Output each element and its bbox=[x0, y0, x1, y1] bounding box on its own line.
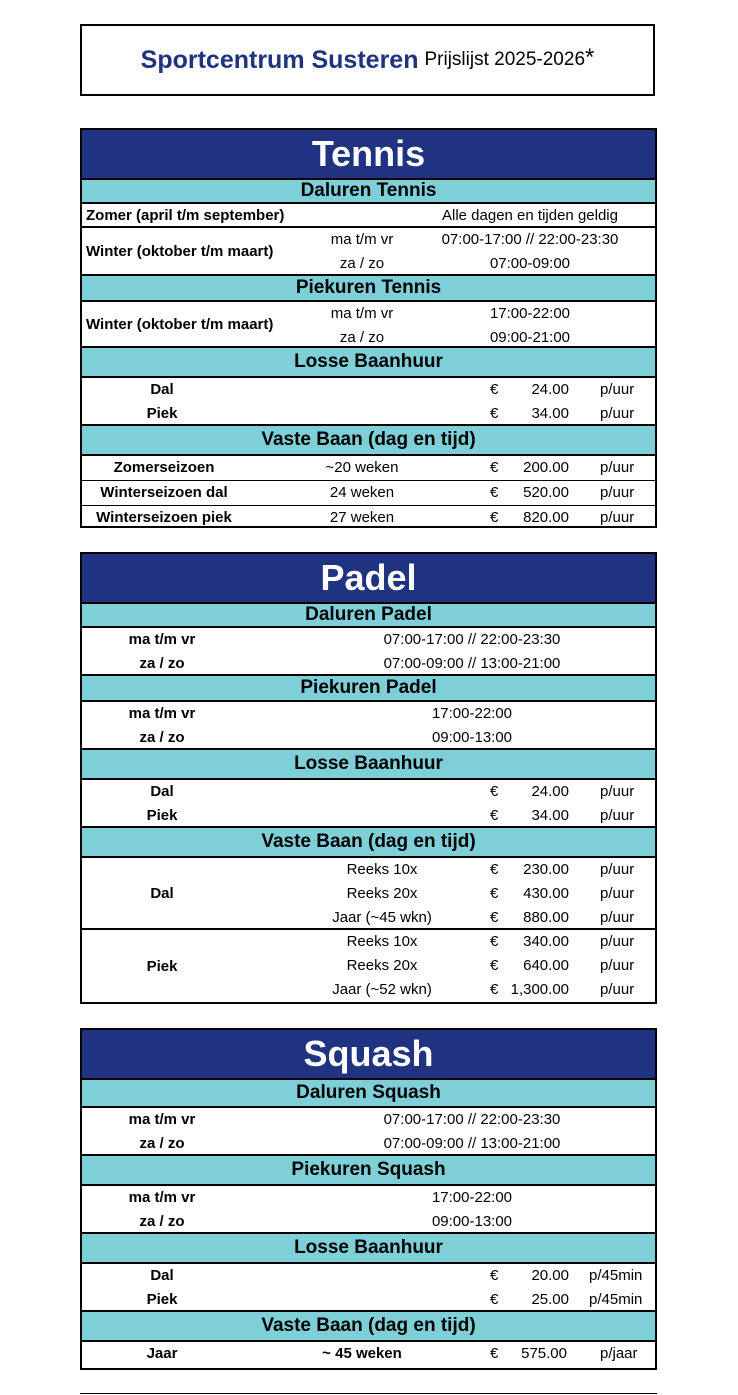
period-cell: Reeks 20x bbox=[346, 957, 418, 974]
period-cell: 27 weken bbox=[329, 509, 395, 526]
days-cell: za / zo bbox=[139, 1213, 185, 1230]
price: 640.00 bbox=[523, 957, 569, 974]
period-cell: 24 weken bbox=[329, 484, 395, 501]
subheader: Vaste Baan (dag en tijd) bbox=[82, 426, 655, 456]
price-unit: p/45min bbox=[589, 1291, 643, 1308]
currency: € bbox=[490, 861, 499, 878]
days-cell: za / zo bbox=[139, 729, 185, 746]
time-cell: 07:00-09:00 // 13:00-21:00 bbox=[383, 655, 561, 672]
piekuren-group bbox=[82, 1186, 655, 1234]
subheader: Vaste Baan (dag en tijd) bbox=[82, 1312, 655, 1342]
currency: € bbox=[490, 933, 499, 950]
padel-section bbox=[80, 552, 657, 1004]
currency: € bbox=[490, 807, 499, 824]
row-label: Jaar bbox=[146, 1345, 178, 1362]
time-cell: 07:00-17:00 // 22:00-23:30 bbox=[383, 1111, 561, 1128]
piekuren-group bbox=[82, 702, 655, 750]
subheader: Losse Baanhuur bbox=[82, 1234, 655, 1264]
days-cell: ma t/m vr bbox=[128, 1189, 196, 1206]
footnote-star: * bbox=[585, 44, 595, 71]
title-box bbox=[80, 24, 655, 96]
time-cell: 07:00-17:00 // 22:00-23:30 bbox=[441, 231, 619, 248]
subheader: Losse Baanhuur bbox=[82, 750, 655, 780]
subheader: Vaste Baan (dag en tijd) bbox=[82, 828, 655, 858]
days-cell: za / zo bbox=[339, 329, 385, 346]
group-label: Winter (oktober t/m maart) bbox=[86, 242, 274, 260]
subheader: Daluren Squash bbox=[82, 1078, 655, 1108]
price: 24.00 bbox=[531, 381, 569, 398]
subheader: Daluren Tennis bbox=[82, 178, 655, 204]
period-cell: Reeks 20x bbox=[346, 885, 418, 902]
currency: € bbox=[490, 909, 499, 926]
vaste-dal-group bbox=[82, 858, 655, 930]
price: 24.00 bbox=[531, 783, 569, 800]
price: 340.00 bbox=[523, 933, 569, 950]
price: 820.00 bbox=[523, 509, 569, 526]
group-label: Winter (oktober t/m maart) bbox=[86, 315, 274, 333]
price: 34.00 bbox=[531, 807, 569, 824]
row-label: Piek bbox=[146, 405, 178, 422]
page-title: Sportcentrum Susteren bbox=[140, 45, 419, 74]
days-cell: ma t/m vr bbox=[330, 305, 394, 322]
losse-group bbox=[82, 780, 655, 828]
time-cell: 09:00-13:00 bbox=[431, 729, 513, 746]
price: 880.00 bbox=[523, 909, 569, 926]
time-cell: 17:00-22:00 bbox=[489, 305, 571, 322]
price-unit: p/uur bbox=[600, 957, 635, 974]
subtitle-text: Prijslijst 2025-2026 bbox=[424, 49, 586, 70]
currency: € bbox=[490, 1345, 499, 1362]
row-label: Winterseizoen piek bbox=[96, 509, 232, 526]
period-cell: Jaar (~52 wkn) bbox=[332, 981, 432, 998]
winter-dal-group bbox=[82, 228, 655, 276]
price: 430.00 bbox=[523, 885, 569, 902]
price: 230.00 bbox=[523, 861, 569, 878]
row-label: Dal bbox=[150, 1267, 174, 1284]
period-cell: ~20 weken bbox=[325, 459, 399, 476]
currency: € bbox=[490, 1267, 499, 1284]
price-unit: p/uur bbox=[600, 509, 635, 526]
losse-group bbox=[82, 1264, 655, 1312]
row-label: Dal bbox=[150, 783, 174, 800]
price-unit: p/uur bbox=[600, 861, 635, 878]
price-unit: p/uur bbox=[600, 484, 635, 501]
zomer-row bbox=[82, 204, 655, 228]
currency: € bbox=[490, 405, 499, 422]
tennis-section bbox=[80, 128, 657, 528]
price: 520.00 bbox=[523, 484, 569, 501]
section-title: Squash bbox=[82, 1030, 655, 1078]
period-cell: Jaar (~45 wkn) bbox=[332, 909, 432, 926]
price: 34.00 bbox=[531, 405, 569, 422]
currency: € bbox=[490, 459, 499, 476]
vaste-group bbox=[82, 456, 655, 528]
currency: € bbox=[490, 981, 499, 998]
currency: € bbox=[490, 381, 499, 398]
squash-section bbox=[80, 1028, 657, 1370]
vaste-group bbox=[82, 1342, 655, 1366]
vaste-piek-group bbox=[82, 930, 655, 1002]
row-label: Piek bbox=[146, 807, 178, 824]
time-cell: 07:00-17:00 // 22:00-23:30 bbox=[383, 631, 561, 648]
winter-piek-group bbox=[82, 302, 655, 348]
row-value: Alle dagen en tijden geldig bbox=[442, 207, 618, 224]
price-unit: p/uur bbox=[600, 981, 635, 998]
price: 575.00 bbox=[521, 1345, 567, 1362]
row-label: Zomer (april t/m september) bbox=[86, 207, 285, 224]
price-unit: p/uur bbox=[600, 459, 635, 476]
price-unit: p/45min bbox=[589, 1267, 643, 1284]
price-unit: p/uur bbox=[600, 783, 635, 800]
row-label: Winterseizoen dal bbox=[100, 484, 228, 501]
subheader: Piekuren Padel bbox=[82, 676, 655, 702]
days-cell: ma t/m vr bbox=[128, 705, 196, 722]
section-title: Padel bbox=[82, 554, 655, 602]
time-cell: 17:00-22:00 bbox=[431, 1189, 513, 1206]
currency: € bbox=[490, 783, 499, 800]
price: 25.00 bbox=[531, 1291, 569, 1308]
price-unit: p/uur bbox=[600, 381, 635, 398]
currency: € bbox=[490, 957, 499, 974]
time-cell: 09:00-13:00 bbox=[431, 1213, 513, 1230]
currency: € bbox=[490, 484, 499, 501]
days-cell: ma t/m vr bbox=[128, 1111, 196, 1128]
daluren-group bbox=[82, 628, 655, 676]
row-label: Zomerseizoen bbox=[113, 459, 215, 476]
row-label: Piek bbox=[146, 1291, 178, 1308]
time-cell: 07:00-09:00 // 13:00-21:00 bbox=[383, 1135, 561, 1152]
losse-group bbox=[82, 378, 655, 426]
subheader: Piekuren Squash bbox=[82, 1156, 655, 1186]
days-cell: za / zo bbox=[339, 255, 385, 272]
period-cell: ~ 45 weken bbox=[322, 1345, 402, 1362]
divider bbox=[80, 1393, 657, 1394]
row-label: Dal bbox=[150, 381, 174, 398]
period-cell: Reeks 10x bbox=[346, 861, 418, 878]
group-label: Piek bbox=[146, 957, 178, 975]
period-cell: Reeks 10x bbox=[346, 933, 418, 950]
page-subtitle bbox=[424, 44, 595, 71]
price-unit: p/uur bbox=[600, 405, 635, 422]
days-cell: za / zo bbox=[139, 655, 185, 672]
price: 20.00 bbox=[531, 1267, 569, 1284]
price: 200.00 bbox=[523, 459, 569, 476]
price-unit: p/uur bbox=[600, 933, 635, 950]
currency: € bbox=[490, 509, 499, 526]
currency: € bbox=[490, 1291, 499, 1308]
price-unit: p/jaar bbox=[600, 1345, 638, 1362]
price-unit: p/uur bbox=[600, 909, 635, 926]
subheader: Losse Baanhuur bbox=[82, 348, 655, 378]
days-cell: ma t/m vr bbox=[128, 631, 196, 648]
time-cell: 09:00-21:00 bbox=[489, 329, 571, 346]
subheader: Daluren Padel bbox=[82, 602, 655, 628]
price-unit: p/uur bbox=[600, 885, 635, 902]
daluren-group bbox=[82, 1108, 655, 1156]
subheader: Piekuren Tennis bbox=[82, 276, 655, 302]
time-cell: 17:00-22:00 bbox=[431, 705, 513, 722]
days-cell: za / zo bbox=[139, 1135, 185, 1152]
price: 1,300.00 bbox=[510, 981, 569, 998]
time-cell: 07:00-09:00 bbox=[489, 255, 571, 272]
currency: € bbox=[490, 885, 499, 902]
group-label: Dal bbox=[150, 884, 174, 902]
days-cell: ma t/m vr bbox=[330, 231, 394, 248]
section-title: Tennis bbox=[82, 130, 655, 178]
price-unit: p/uur bbox=[600, 807, 635, 824]
